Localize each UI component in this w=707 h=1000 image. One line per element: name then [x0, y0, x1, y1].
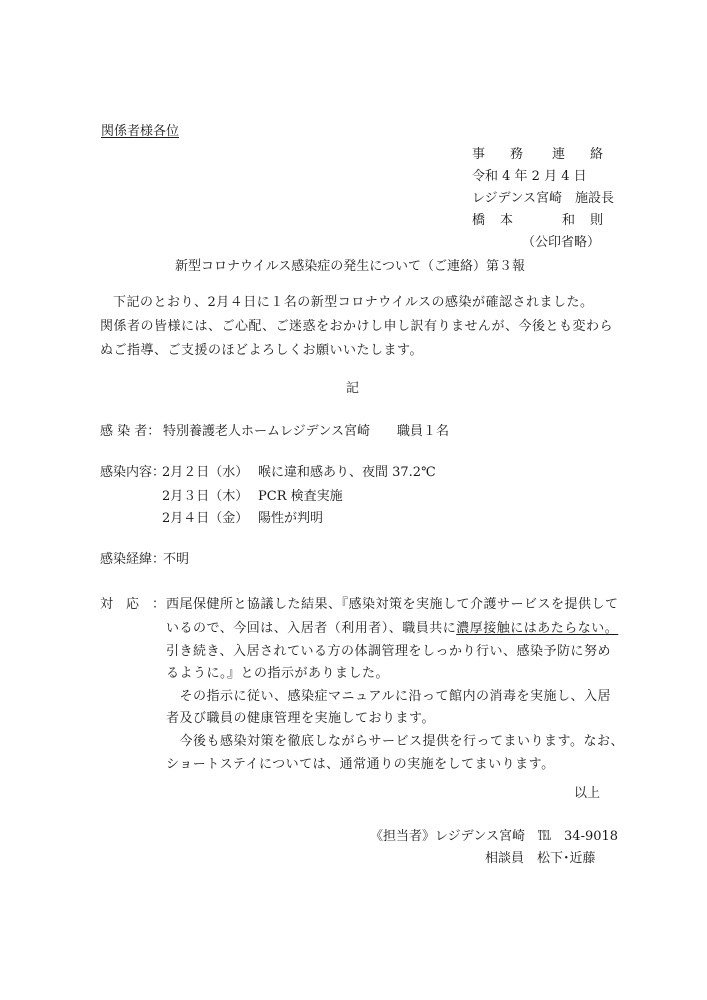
detail-date-3: 2月４日（金）	[162, 511, 249, 526]
response-line-8	[166, 758, 555, 771]
doc-type-char-2: 務	[510, 147, 524, 162]
response-line-6	[166, 712, 435, 725]
response-text: いるので、今回は、入居者（利用者）、職員共に	[166, 621, 457, 636]
name-char-2: 本	[500, 213, 514, 228]
facility-title: レジデンス宮崎 施設長	[472, 191, 615, 206]
infected-facility: 特別養護老人ホームレジデンス宮崎	[163, 424, 371, 439]
response-text: ショートステイについては、通常通りの実施をしてまいります。	[166, 757, 555, 772]
response-line-2	[166, 622, 618, 635]
doc-date: 令和 4 年 2 月 4 日	[472, 169, 587, 184]
closing-mark: 以上	[574, 786, 601, 801]
response-line-4	[166, 667, 389, 680]
contact-line-2: 相談員 松下･近藤	[485, 851, 596, 866]
document-title: 新型コロナウイルス感染症の発生について（ご連絡）第３報	[175, 259, 525, 274]
doc-type-char-1: 事	[472, 147, 486, 162]
response-text: 西尾保健所と協議した結果、『感染対策を実施して介護サービスを提供して	[166, 597, 619, 612]
no-close-contact-emphasis: 濃厚接触にはあたらない。	[456, 621, 619, 636]
route-label: 感染経緯：	[100, 552, 166, 567]
name-char-1: 橋	[472, 213, 486, 228]
details-label: 感染内容：	[100, 465, 166, 480]
name-char-3: 和	[562, 213, 576, 228]
name-char-4: 則	[590, 213, 604, 228]
addressee: 関係者様各位	[101, 124, 180, 139]
response-line-1	[166, 598, 619, 611]
response-text: 今後も感染対策を徹底しながらサービス提供を行ってまいります。なお、	[166, 734, 624, 749]
response-text: 者及び職員の健康管理を実施しております。	[166, 711, 435, 726]
detail-desc-1: 喉に違和感あり、夜間 37.2℃	[258, 465, 436, 480]
intro-line-1: 下記のとおり、2月４日に１名の新型コロナウイルスの感染が確認されました。	[113, 295, 594, 310]
infected-label: 感 染 者：	[100, 424, 161, 439]
response-text: るように。』との指示がありました。	[166, 666, 390, 681]
detail-date-1: 2月２日（水）	[162, 465, 249, 480]
contact-line-1: 《担当者》レジデンス宮崎 ℡ 34-9018	[370, 829, 619, 844]
response-line-7	[166, 735, 624, 748]
intro-line-2: 関係者の皆様には、ご心配、ご迷惑をおかけし申し訳有りませんが、今後とも変わら	[100, 319, 614, 334]
response-label: 対 応 ：	[100, 597, 166, 612]
route-value: 不明	[163, 552, 190, 567]
doc-type-char-4: 絡	[590, 147, 604, 162]
infected-count: 職員１名	[397, 424, 450, 439]
response-text: 引き続き、入居されている方の体調管理をしっかり行い、感染予防に努め	[166, 644, 611, 659]
ki-heading: 記	[346, 381, 360, 396]
doc-type-char-3: 連	[552, 147, 566, 162]
response-line-3	[166, 645, 611, 658]
seal-note: （公印省略）	[522, 235, 601, 250]
intro-line-3: ぬご指導、ご支援のほどよろしくお願いいたします。	[100, 343, 423, 358]
response-line-5	[166, 690, 611, 703]
detail-desc-3: 陽性が判明	[258, 511, 324, 526]
detail-desc-2: PCR 検査実施	[258, 489, 343, 504]
response-text: その指示に従い、感染症マニュアルに沿って館内の消毒を実施し、入居	[166, 689, 611, 704]
detail-date-2: 2月３日（木）	[162, 489, 249, 504]
